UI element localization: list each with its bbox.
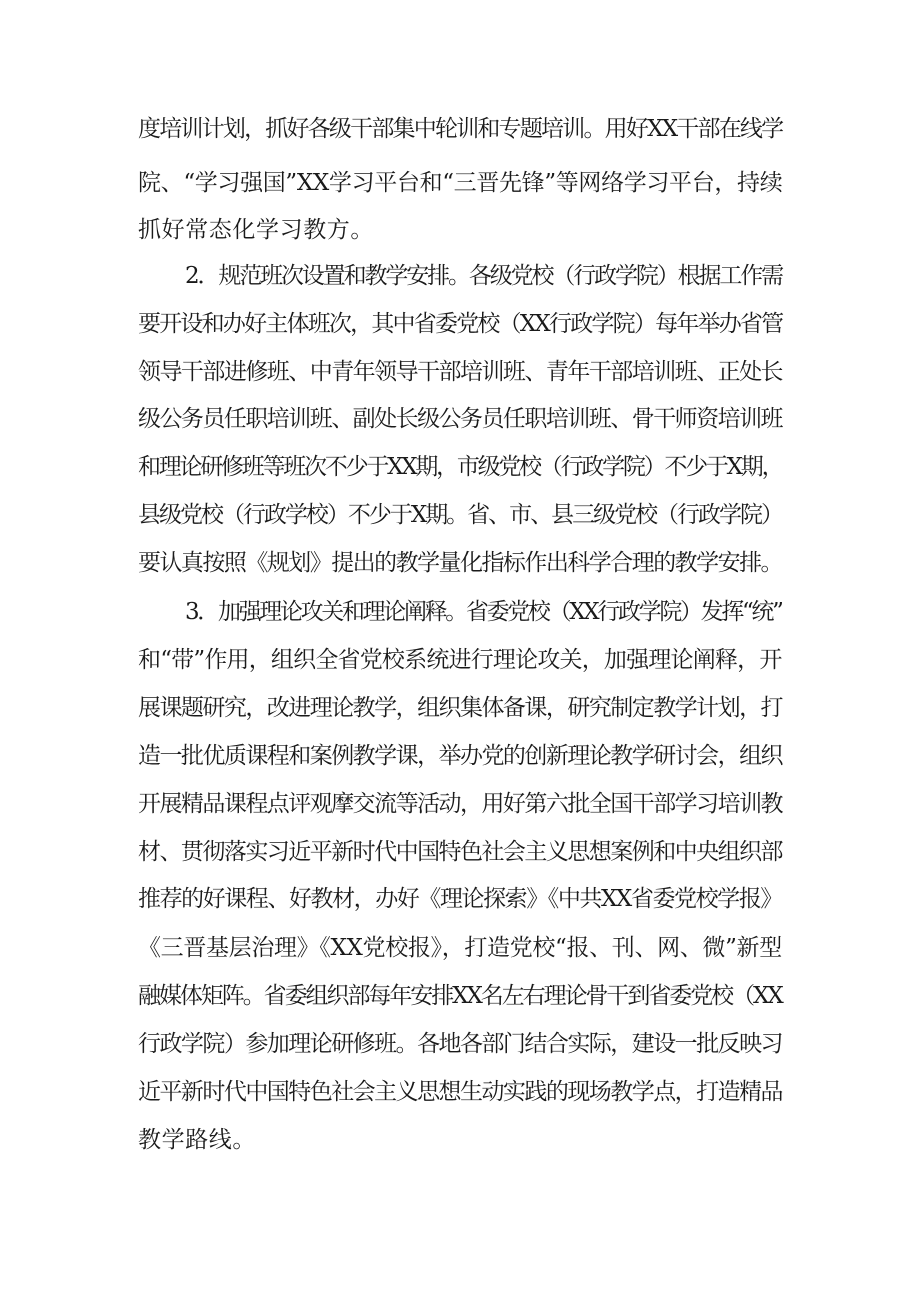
paragraph-line: 材、贯彻落实习近平新时代中国特色社会主义思想案例和中央组织部 bbox=[138, 839, 783, 865]
paragraph-line: 和理论研修班等班次不少于XX期，市级党校（行政学院）不少于X期， bbox=[138, 454, 783, 480]
paragraph-line: 造一批优质课程和案例教学课，举办党的创新理论教学研讨会，组织 bbox=[138, 743, 783, 769]
section-2-heading-line: 2．规范班次设置和教学安排。各级党校（行政学院）根据工作需 bbox=[185, 263, 783, 289]
paragraph-line: 级公务员任职培训班、副处长级公务员任职培训班、骨干师资培训班 bbox=[138, 406, 783, 432]
paragraph-line: 和“带”作用，组织全省党校系统进行理论攻关，加强理论阐释，开 bbox=[138, 647, 782, 673]
section-3-heading-line: 3．加强理论攻关和理论阐释。省委党校（XX行政学院）发挥“统” bbox=[185, 599, 782, 625]
paragraph-line: 教学路线。 bbox=[138, 1127, 256, 1153]
paragraph-line: 要认真按照《规划》提出的教学量化指标作出科学合理的教学安排。 bbox=[138, 550, 783, 576]
paragraph-line: 融媒体矩阵。省委组织部每年安排XX名左右理论骨干到省委党校（XX bbox=[138, 983, 782, 1009]
paragraph-line: 推荐的好课程、好教材，办好《理论探索》《中共XX省委党校学报》 bbox=[138, 886, 782, 912]
paragraph-line: 开展精品课程点评观摩交流等活动，用好第六批全国干部学习培训教 bbox=[138, 791, 783, 817]
paragraph-line: 度培训计划，抓好各级干部集中轮训和专题培训。用好XX干部在线学 bbox=[138, 116, 783, 142]
paragraph-line: 院、“学习强国”XX学习平台和“三晋先锋”等网络学习平台，持续 bbox=[138, 170, 783, 196]
paragraph-line: 要开设和办好主体班次，其中省委党校（XX行政学院）每年举办省管 bbox=[138, 311, 783, 337]
paragraph-line: 抓好常态化学习教方。 bbox=[138, 217, 374, 243]
paragraph-line: 展课题研究，改进理论教学，组织集体备课，研究制定教学计划，打 bbox=[138, 695, 783, 721]
paragraph-line: 《三晋基层治理》《XX党校报》，打造党校“报、刊、网、微”新型 bbox=[138, 935, 782, 961]
paragraph-line: 近平新时代中国特色社会主义思想生动实践的现场教学点，打造精品 bbox=[138, 1079, 783, 1105]
paragraph-line: 领导干部进修班、中青年领导干部培训班、青年干部培训班、正处长 bbox=[138, 359, 783, 385]
paragraph-line: 行政学院）参加理论研修班。各地各部门结合实际，建设一批反映习 bbox=[138, 1031, 783, 1057]
paragraph-line: 县级党校（行政学校）不少于X期。省、市、县三级党校（行政学院） bbox=[138, 502, 782, 528]
